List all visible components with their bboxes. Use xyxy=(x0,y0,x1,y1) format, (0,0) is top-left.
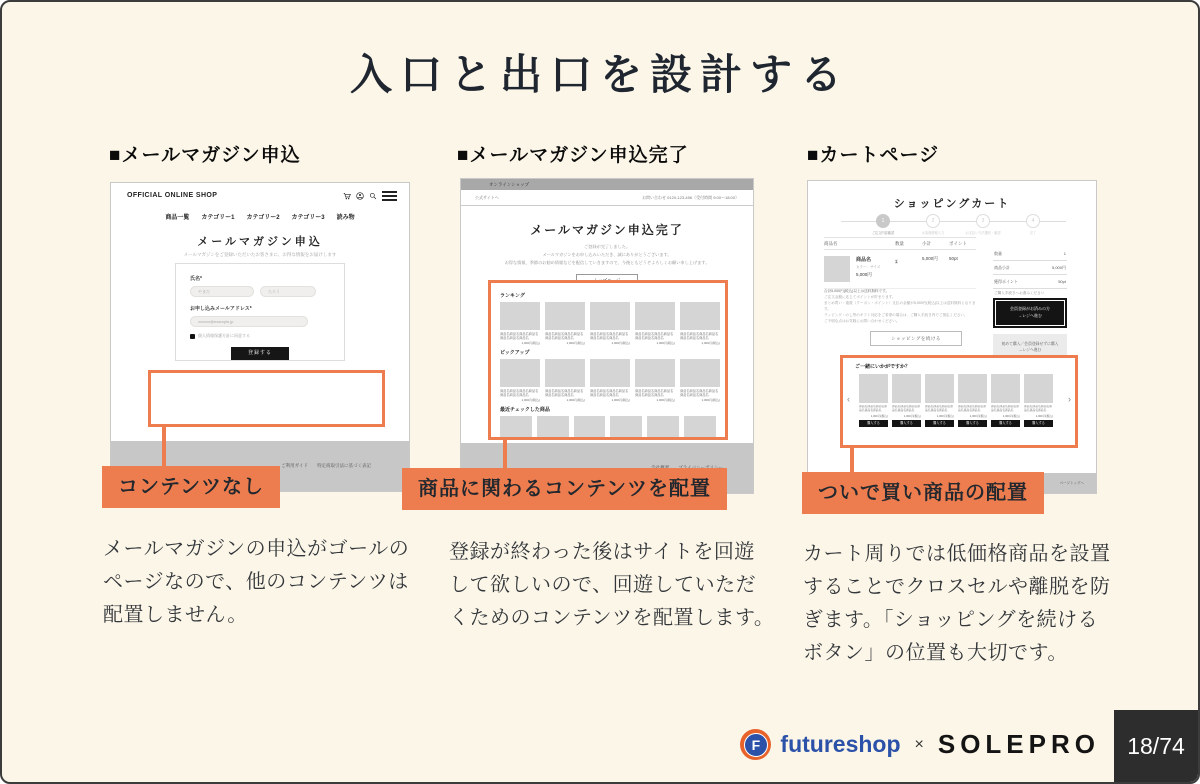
carousel-prev-icon[interactable]: ‹ xyxy=(847,394,850,404)
wf2-header-contact: お問い合わせ 0120-123-456（受付時間 9:00〜18:00） xyxy=(642,194,739,200)
register-button[interactable]: 登録する xyxy=(231,347,289,360)
email-field-label: お申し込みメールアドレス* xyxy=(190,306,252,312)
callout-label-upsell: ついで買い商品の配置 xyxy=(802,472,1044,514)
upsell-product-card: 商品名商品名商品名商品名商品名商品名 1,000円(税込) 購入する xyxy=(892,374,921,427)
description-newsletter: メールマガジンの申込がゴールの ページなので、他のコンテンツは 配置しません。 xyxy=(103,538,410,626)
hamburger-menu-icon[interactable] xyxy=(382,191,397,201)
page-number-badge: 18/74 xyxy=(1114,710,1198,782)
name-field-label: 氏名* xyxy=(190,276,202,282)
email-input[interactable]: xxxxxx@example.jp xyxy=(190,316,308,327)
checkout-label: ご購入手続きへお進みください xyxy=(994,291,1045,295)
product-card[interactable]: 商品名商品名商品名商品名商品名商品名商品名 1,000円(税込) xyxy=(590,302,630,345)
product-card[interactable]: 商品名商品名商品名商品名商品名商品名商品名 1,000円(税込) xyxy=(635,359,675,402)
futureshop-logo-icon: F xyxy=(740,729,771,760)
product-card[interactable]: 商品名商品名商品名商品名商品名商品名商品名 1,000円(税込) xyxy=(680,359,720,402)
cart-item-image xyxy=(824,256,850,282)
callout-label-no-content: コンテンツなし xyxy=(102,466,280,508)
product-image-placeholder xyxy=(892,374,921,403)
upsell-product-card: 商品名商品名商品名商品名商品名商品名 1,000円(税込) 購入する xyxy=(859,374,888,427)
buy-button[interactable]: 購入する xyxy=(958,420,987,427)
product-image-placeholder xyxy=(680,359,720,387)
cart-icon[interactable] xyxy=(343,192,351,200)
product-image-placeholder[interactable] xyxy=(610,416,642,440)
product-image-placeholder xyxy=(545,302,585,330)
column-heading-cart: ■カートページ xyxy=(807,145,940,166)
wf1-header xyxy=(127,191,397,201)
product-card[interactable]: 商品名商品名商品名商品名商品名商品名商品名 1,000円(税込) xyxy=(635,302,675,345)
first-name-input[interactable]: たろう xyxy=(260,286,316,297)
product-image-placeholder xyxy=(925,374,954,403)
cart-table xyxy=(824,237,976,289)
callout-label-related-content: 商品に関わるコンテンツを配置 xyxy=(402,468,727,510)
product-card[interactable]: 商品名商品名商品名商品名商品名商品名商品名 1,000円(税込) xyxy=(680,302,720,345)
cart-table-header: 商品名 数量 小計 ポイント xyxy=(824,237,976,250)
wf1-header-icons xyxy=(343,191,397,201)
upsell-title: ご一緒にいかがですか？ xyxy=(855,364,911,370)
footer-link-legal[interactable]: 特定商取引法に基づく表記 xyxy=(317,463,371,468)
wf1-page-title: メールマガジン申込 xyxy=(197,236,323,248)
step-3: 3 お支払い方法選択・確認 xyxy=(961,214,1005,235)
wf1-signup-form xyxy=(175,263,345,361)
buy-button[interactable]: 購入する xyxy=(892,420,921,427)
cart-summary: 数量 1 商品小計 5,000円 獲得ポイント 50pt xyxy=(993,247,1067,289)
brand-footer xyxy=(740,729,1100,760)
column-heading-newsletter: ■メールマガジン申込 xyxy=(109,145,301,166)
step-4: 4 完了 xyxy=(1011,214,1055,235)
carousel-next-icon[interactable]: › xyxy=(1068,394,1071,404)
product-card[interactable]: 商品名商品名商品名商品名商品名商品名商品名 1,000円(税込) xyxy=(500,302,540,345)
search-icon[interactable] xyxy=(369,192,377,200)
item-points: 50pt xyxy=(949,256,958,261)
product-image-placeholder xyxy=(635,359,675,387)
wf2-top-strip: オンラインショップ xyxy=(461,179,753,190)
section-recently-checked: 最近チェックした商品 xyxy=(500,407,550,413)
description-complete: 登録が終わった後はサイトを回遊 して欲しいので、回遊していただ くためのコンテンツを配置します。 xyxy=(449,541,775,629)
product-image-placeholder xyxy=(590,359,630,387)
connector-line-2 xyxy=(503,437,507,470)
product-image-placeholder xyxy=(635,302,675,330)
product-image-placeholder xyxy=(500,302,540,330)
nav-item-articles[interactable]: 読み物 xyxy=(336,215,355,221)
wf1-page-subtitle: メールマガジンをご登録いただいたお客さまに、お得な情報をお届けします xyxy=(183,252,337,257)
product-image-placeholder[interactable] xyxy=(684,416,716,440)
wireframe-newsletter-signup xyxy=(110,182,410,492)
cart-notes: 合計5,000円(税込)以上は送料無料です。 ご注文金額に応じてポイントが貯まります。 まとめ買い・複数（クーポン・ポイント）支払の金額が5,000円(税込)以上は送料無料となります。 ラッピング・のし等のギフト対応をご希望の場合は、ご購入手続き内でご指定ください。 ご不明な点はお気軽にお問い合わせください。 xyxy=(824,289,976,323)
cart-item-row: 商品名 カラー：サイズ 5,000円 1 5,000円 50pt xyxy=(824,250,976,289)
product-image-placeholder xyxy=(1024,374,1053,403)
cart-title: ショッピングカート xyxy=(893,198,1011,210)
buy-button[interactable]: 購入する xyxy=(925,420,954,427)
product-card[interactable]: 商品名商品名商品名商品名商品名商品名商品名 1,000円(税込) xyxy=(590,359,630,402)
buy-button[interactable]: 購入する xyxy=(1024,420,1053,427)
futureshop-wordmark: futureshop xyxy=(780,731,901,757)
footer-link-pagetop[interactable]: ページトップへ xyxy=(1059,480,1084,485)
buy-button[interactable]: 購入する xyxy=(859,420,888,427)
section-pickup: ピックアップ xyxy=(500,350,530,356)
guest-checkout-button[interactable]: 初めて購入／会員登録せずに購入 →レジへ進む xyxy=(993,334,1067,360)
column-heading-complete: ■メールマガジン申込完了 xyxy=(457,145,689,166)
wf1-nav xyxy=(111,212,409,221)
continue-shopping-button[interactable]: ショッピングを続ける xyxy=(870,331,962,346)
upsell-product-card: 商品名商品名商品名商品名商品名商品名 1,000円(税込) 購入する xyxy=(958,374,987,427)
agree-checkbox[interactable] xyxy=(190,334,195,339)
product-image-placeholder xyxy=(991,374,1020,403)
related-content-highlight xyxy=(488,280,728,440)
slide-title: 入口と出口を設計する xyxy=(349,51,850,98)
product-image-placeholder xyxy=(545,359,585,387)
wf2-header-row xyxy=(461,190,753,206)
product-image-placeholder xyxy=(500,359,540,387)
quantity-input[interactable]: 1 xyxy=(895,259,898,264)
product-card[interactable]: 商品名商品名商品名商品名商品名商品名商品名 1,000円(税込) xyxy=(500,359,540,402)
upsell-product-card: 商品名商品名商品名商品名商品名商品名 1,000円(税込) 購入する xyxy=(925,374,954,427)
product-card[interactable]: 商品名商品名商品名商品名商品名商品名商品名 1,000円(税込) xyxy=(545,302,585,345)
product-image-placeholder xyxy=(958,374,987,403)
upsell-product-card: 商品名商品名商品名商品名商品名商品名 1,000円(税込) 購入する xyxy=(1024,374,1053,427)
upsell-product-card: 商品名商品名商品名商品名商品名商品名 1,000円(税込) 購入する xyxy=(991,374,1020,427)
account-icon[interactable] xyxy=(356,192,364,200)
nav-item-products[interactable]: 商品一覧 xyxy=(165,215,190,221)
last-name-input[interactable]: やまだ xyxy=(190,286,254,297)
section-ranking: ランキング xyxy=(500,293,525,299)
nav-item-category2[interactable]: カテゴリー2 xyxy=(246,215,280,221)
product-image-placeholder[interactable] xyxy=(647,416,679,440)
product-image-placeholder[interactable] xyxy=(537,416,569,440)
wf2-complete-title: メールマガジン申込完了 xyxy=(530,223,684,237)
official-site-link[interactable]: 公式サイトへ xyxy=(475,194,499,200)
solepro-wordmark: SOLEPRO xyxy=(937,729,1100,759)
product-image-placeholder xyxy=(590,302,630,330)
product-image-placeholder xyxy=(680,302,720,330)
description-cart: カート周りでは低価格商品を設置 することでクロスセルや離脱を防 ぎます。「ショッピングを続ける ボタン」の位置も大切です。 xyxy=(803,543,1111,664)
product-image-placeholder[interactable] xyxy=(574,416,606,440)
connector-line-1 xyxy=(162,424,166,468)
connector-line-3 xyxy=(850,445,854,474)
wf2-complete-message: ご登録が完了しました。 メールマガジンをお申し込みいただき、誠にありがとうございます。 お得な情報、季節のお勧め情報などを配信していきますので、今後ともどうぞよろしくお願い申し上げます。 xyxy=(504,244,710,265)
product-image-placeholder xyxy=(859,374,888,403)
footer-link-guide[interactable]: ご利用ガイド xyxy=(281,463,308,468)
upsell-highlight xyxy=(840,355,1078,448)
step-2: 2 お客様情報入力 xyxy=(911,214,955,235)
product-card[interactable]: 商品名商品名商品名商品名商品名商品名商品名 1,000円(税込) xyxy=(545,359,585,402)
agree-checkbox-label: 個人情報保護方針に同意する xyxy=(198,333,250,338)
nav-item-category3[interactable]: カテゴリー3 xyxy=(291,215,325,221)
brand-separator: × xyxy=(914,735,924,753)
empty-content-highlight xyxy=(148,370,385,427)
shop-logo-text: OFFICIAL ONLINE SHOP xyxy=(127,192,218,200)
step-1: 1 ご注文内容確認 xyxy=(861,214,905,235)
item-subtotal: 5,000円 xyxy=(922,256,938,261)
buy-button[interactable]: 購入する xyxy=(991,420,1020,427)
nav-item-category1[interactable]: カテゴリー1 xyxy=(201,215,235,221)
member-checkout-button[interactable]: 会員登録がお済みの方 →レジへ進む xyxy=(993,298,1067,328)
